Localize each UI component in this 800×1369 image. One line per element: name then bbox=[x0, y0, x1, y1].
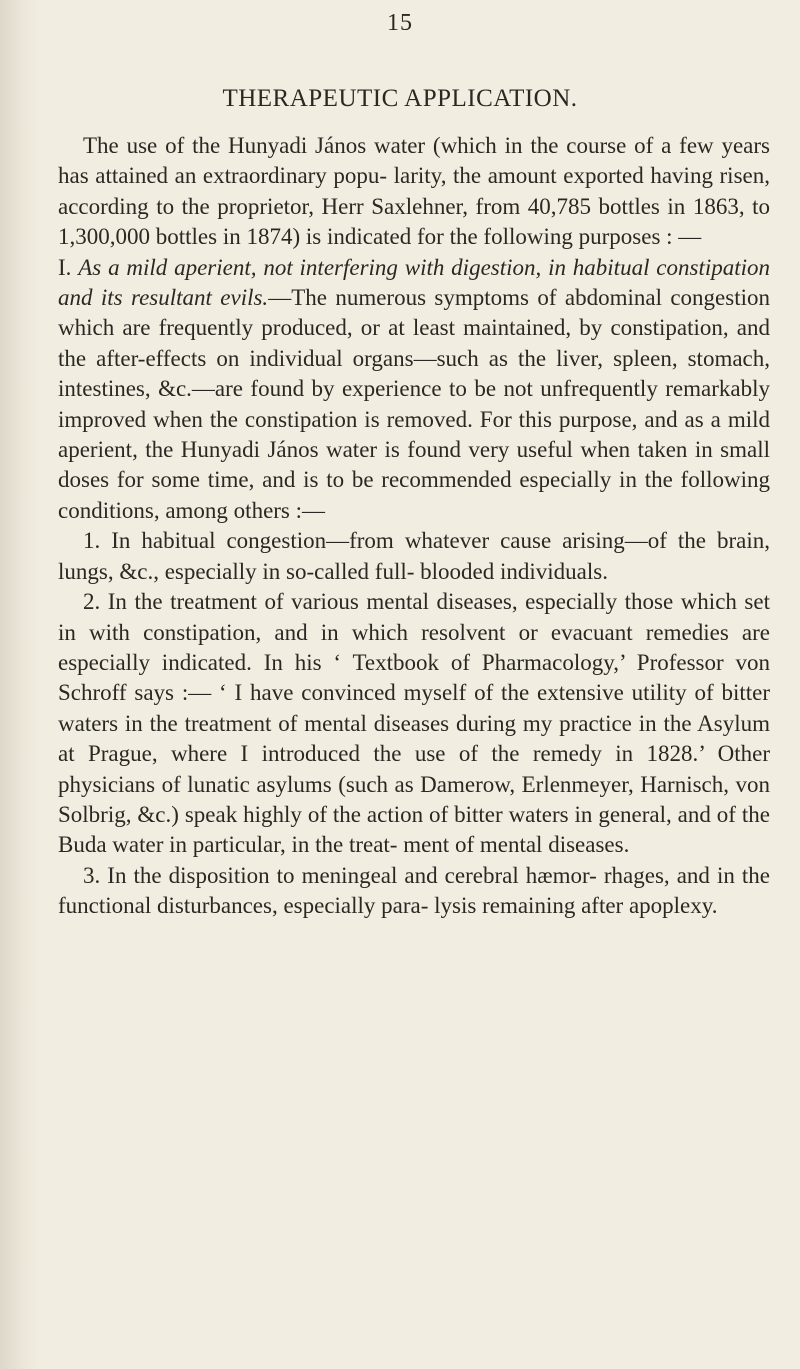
section-heading: THERAPEUTIC APPLICATION. bbox=[222, 85, 578, 112]
section-1-paragraph bbox=[58, 253, 770, 527]
section-1-body: —The numerous symptoms of abdominal congestion which are frequently produced, or at least maintained, by constipation, and the after-effects on individual organs—such as the liver, spleen, stomach, intestines, &c.—are found by experience to be not unfrequently remarkably improved when the constipation is removed. For this purpose, and as a mild aperient, the Hunyadi János water is found very useful when taken in small doses for some time, and is to be recommended especially in the following conditions, among others :— bbox=[58, 285, 770, 523]
section-1-title: As a mild aperient, not interfering with digestion, in habitual constipation and its resultant evils. bbox=[58, 254, 770, 311]
list-item-3: 3. In the disposition to meningeal and cerebral hæmor- rhages, and in the functional disturbances, especially para- lysis remaining after apoplexy. bbox=[58, 862, 770, 919]
page-edge-shadow bbox=[0, 0, 40, 1369]
list-item-1: 1. In habitual congestion—from whatever cause arising—of the brain, lungs, &c., especially in so-called full- blooded individuals. bbox=[58, 528, 770, 584]
intro-paragraph: The use of the Hunyadi János water (which in the course of a few years has attained an extraordinary popu- larity, the amount exported having risen, according to the proprietor, Herr Saxlehner, from 40,785 bottles in 1863, to 1,300,000 bottles in 1874) is indicated for the following purposes : — bbox=[58, 133, 770, 250]
page-number: 15 bbox=[387, 10, 413, 36]
body-text bbox=[58, 131, 770, 922]
list-item-2: 2. In the treatment of various mental diseases, especially those which set in with constipation, and in which resolvent or evacuant remedies are especially indicated. In his ‘ Textbook of Pharmacology,’ Professor von Schroff says :— ‘ I have convinced myself of the extensive utility of bitter waters in the treatment of mental diseases during my practice in the Asylum at Prague, where I introduced the use of the remedy in 1828.’ Other physicians of lunatic asylums (such as Damerow, Erlenmeyer, Harnisch, von Solbrig, &c.) speak highly of the action of bitter waters in general, and of the Buda water in particular, in the treat- ment of mental diseases. bbox=[58, 589, 770, 858]
section-1-number: I. bbox=[58, 254, 72, 280]
